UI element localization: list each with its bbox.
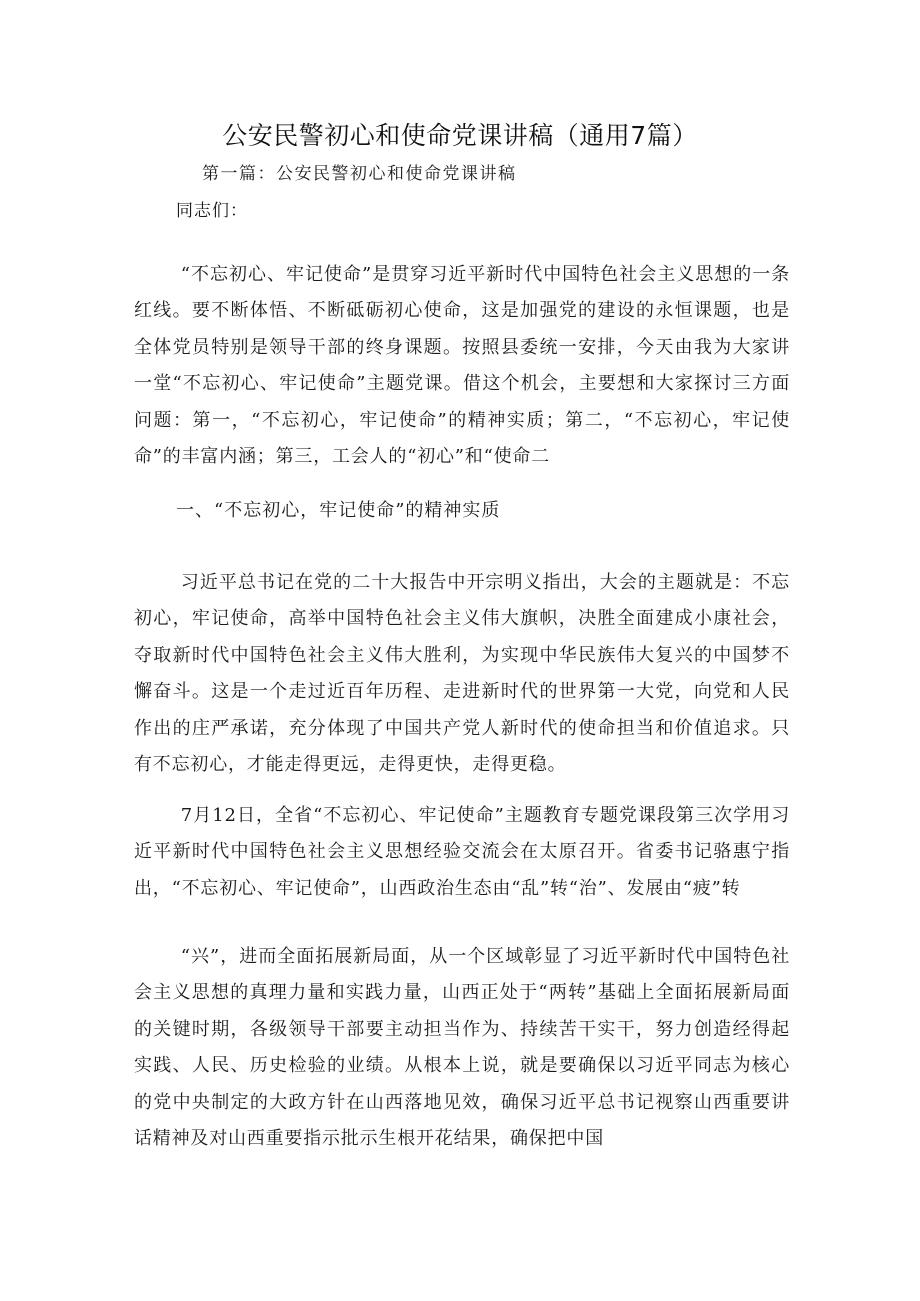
section-heading: 一、“不忘初心，牢记使命”的精神实质 — [176, 500, 501, 521]
salutation: 同志们： — [176, 201, 248, 221]
body-paragraph-4: “兴”，进而全面拓展新局面，从一个区域彰显了习近平新时代中国特色社会主义思想的真理力量和实践力量，山西正处于“两转”基础上全面拓展新局面的关键时期，各级领导干部要主动担当作为、持续苦干实干，努力创造经得起实践、人民、历史检验的业绩。从根本上说，就是要确保以习近平同志为核心的党中央制定的大政方针在山西落地见效，确保习近平总书记视察山西重要讲话精神及对山西重要指示批示生根开花结果，确保把中国 — [134, 946, 790, 1150]
document-title: 公安民警初心和使命党课讲稿（通用7篇） — [222, 121, 698, 150]
body-paragraph-3: 7月12日，全省“不忘初心、牢记使命”主题教育专题党课段第三次学用习近平新时代中国特色社会主义思想经验交流会在太原召开。省委书记骆惠宁指出，“不忘初心、牢记使命”，山西政治生态由“乱”转“治”、发展由“疲”转 — [134, 805, 790, 899]
body-paragraph-1: “不忘初心、牢记使命”是贯穿习近平新时代中国特色社会主义思想的一条红线。要不断体悟、不断砥砺初心使命，这是加强党的建设的永恒课题，也是全体党员特别是领导干部的终身课题。按照县委统一安排，今天由我为大家讲一堂“不忘初心、牢记使命”主题党课。借这个机会，主要想和大家探讨三方面问题：第一，“不忘初心，牢记使命”的精神实质；第二，“不忘初心，牢记使命”的丰富内涵；第三，工会人的“初心”和“使命二 — [134, 264, 790, 468]
chapter-subtitle: 第一篇：公安民警初心和使命党课讲稿 — [202, 164, 517, 184]
body-paragraph-2: 习近平总书记在党的二十大报告中开宗明义指出，大会的主题就是：不忘初心，牢记使命，高举中国特色社会主义伟大旗帜，决胜全面建成小康社会，夺取新时代中国特色社会主义伟大胜利，为实现中华民族伟大复兴的中国梦不懈奋斗。这是一个走过近百年历程、走进新时代的世界第一大党，向党和人民作出的庄严承诺，充分体现了中国共产党人新时代的使命担当和价值追求。只有不忘初心，才能走得更远，走得更快，走得更稳。 — [134, 572, 790, 776]
